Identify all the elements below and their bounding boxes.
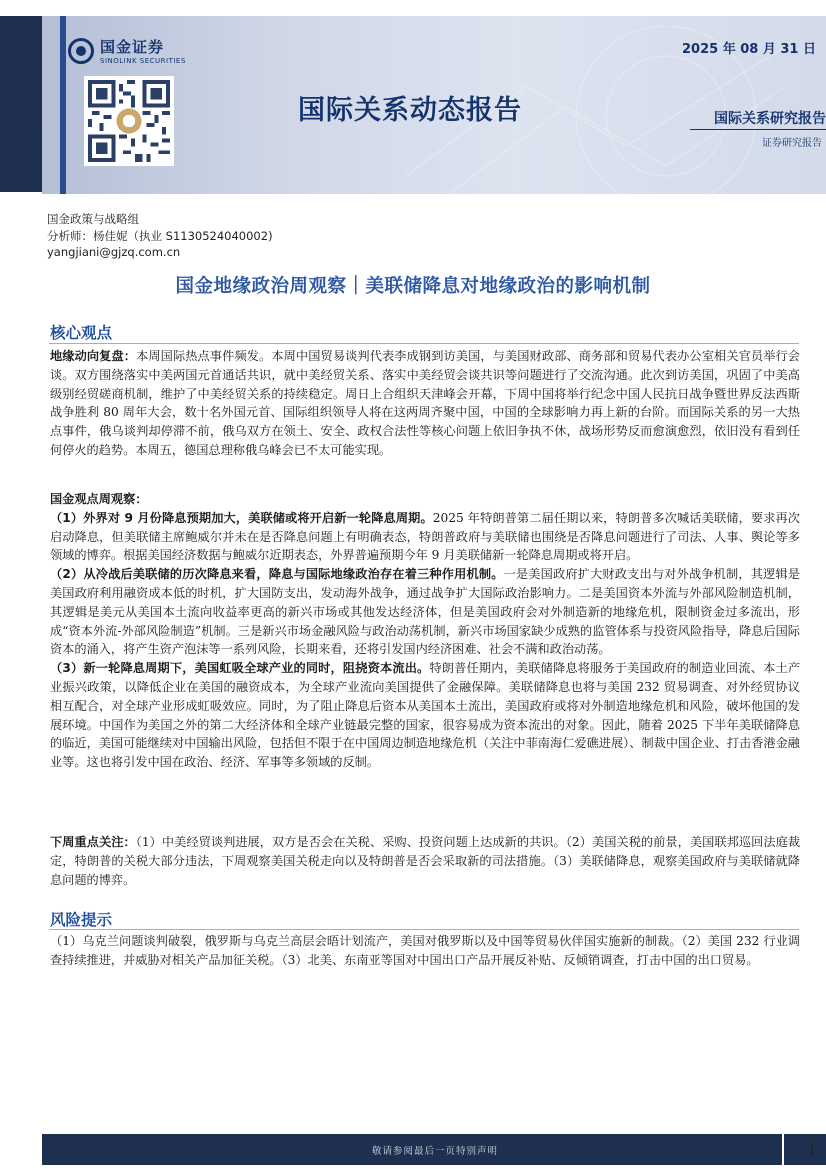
geo-review-text: 本周国际热点事件频发。本周中国贸易谈判代表李成钢到访美国，与美国财政部、商务部和贸易代表办公室相关官员举行会谈。双方围绕落实中美两国元首通话共识，就中美经贸关系、落实中美经贸会谈共识等问题进行了交流沟通。此次到访美国，巩固了中美高级别经贸磋商机制，维护了中美经贸关系的持续稳定。周日上合组织天津峰会开幕，下周中国将举行纪念中国人民抗日战争暨世界反法西斯战争胜利 80 周年大会，数十名外国元首、国际组织领导人将在这两周齐聚中国，中国的全球影响力再上新的台阶。而国际关系的另一大热点事件，俄乌谈判却停滞不前，俄乌双方在领土、安全、政权合法性等核心问题上依旧争执不休，战场形势反而愈演愈烈，依旧没有看到任何停火的趋势。本周五，德国总理称俄乌峰会已不太可能实现。 xyxy=(50,349,800,457)
view-1-lead: （1）外界对 9 月份降息预期加大，美联储或将开启新一轮降息周期。 xyxy=(50,510,433,525)
geo-review-paragraph xyxy=(50,347,800,460)
views-body xyxy=(50,490,800,772)
views-heading: 国金观点周观察： xyxy=(50,492,148,506)
risk-rule xyxy=(49,929,799,930)
next-week-text: （1）中美经贸谈判进展，双方是否会在关税、采购、投资问题上达成新的共识。（2）美国关税的前景，美国联邦巡回法庭裁定，特朗普的关税大部分违法，下周观察美国关税走向以及特朗普是否会采取新的司法措施。（3）美联储降息，观察美国政府与美联储就降息问题的博弈。 xyxy=(50,835,801,887)
footer-disclaimer[interactable]: 敬请参阅最后一页特别声明 xyxy=(371,1145,498,1157)
risk-body xyxy=(50,932,800,970)
qr-code xyxy=(84,76,174,166)
geo-review-lead: 地缘动向复盘： xyxy=(50,349,137,363)
category-divider xyxy=(690,129,826,130)
page-footer xyxy=(42,1134,826,1165)
header-accent-strip xyxy=(60,16,66,194)
core-views-heading: 核心观点 xyxy=(50,324,113,342)
logo-chinese-name: 国金证券 xyxy=(100,38,165,56)
next-week-paragraph xyxy=(50,833,800,889)
view-1-text: 2025 年特朗普第二届任期以来，特朗普多次喊话美联储，要求再次启动降息，但美联储主席鲍威尔并未在是否降息问题上有明确表态，特朗普政府与美联储也围绕是否降息问题进行了司法、人事、舆论等多领域的博弈。根据美国经济数据与鲍威尔近期表态，外界普遍预期今年 9 月美联储新一轮降息周期或将开启。 xyxy=(50,510,800,563)
view-1-paragraph xyxy=(50,509,800,565)
view-2-text: 一是美国政府扩大财政支出与对外战争机制，其逻辑是美国政府利用融资成本低的时机，扩大国防支出，发动海外战争，通过战争扩大国际政治影响力。二是美国资本外流与外部风险制造机制，其逻辑是美元从美国本土流向收益率更高的新兴市场或其他发达经济体，但是美国政府会对外制造新的地缘危机，限制资金过多流出，形成“资本外流-外部风险制造”机制。三是新兴市场金融风险与政治动荡机制，新兴市场国家缺少成熟的监管体系与投资风险指导，降息后国际资本的涌入，将产生资产泡沫等一系列风险，长期来看，还将引发国内经济困难、社会不满和政治动荡。 xyxy=(50,567,800,657)
qr-code-icon xyxy=(88,80,170,162)
report-type-title: 国际关系动态报告 xyxy=(298,95,522,126)
author-block xyxy=(47,211,273,261)
page-number: 1 xyxy=(808,1143,816,1157)
core-views-body xyxy=(50,347,800,460)
next-week-lead: 下周重点关注： xyxy=(50,835,136,849)
risk-paragraph: （1）乌克兰问题谈判破裂，俄罗斯与乌克兰高层会晤计划流产，美国对俄罗斯以及中国等贸易伙伴国实施新的制裁。（2）美国 232 行业调查持续推进，并威胁对相关产品加征关税。（3）北美、东南亚等国对中国出口产品开展反补贴、反倾销调查，打击中国的出口贸易。 xyxy=(50,934,800,967)
core-views-rule xyxy=(49,343,799,344)
view-3-paragraph xyxy=(50,659,800,772)
report-header xyxy=(0,0,826,195)
next-week-body xyxy=(50,833,800,889)
view-3-text: 特朗普任期内，美联储降息将服务于美国政府的制造业回流、本土产业振兴政策，以降低企业在美国的融资成本，为全球产业流向美国提供了金融保障。美联储降息也将与美国 232 贸易调查、对外经贸协议相互配合，对全球产业形成虹吸效应。同时，为了阻止降息后资本从美国本土流出，美国政府或将对外制造地缘危机和风险，破坏他国的发展环境。中国作为美国之外的第二大经济体和全球产业链最完整的国家，很容易成为资本流出的对象。因此，随着 2025 下半年美联储降息的临近，美国可能继续对中国输出风险，包括但不限于在中国周边制造地缘危机（关注中菲南海仁爱礁进展）、制裁中国企业、打击香港金融业等。这也将引发中国在政治、经济、军事等多领域的反制。 xyxy=(50,661,801,770)
document-title: 国金地缘政治周观察｜美联储降息对地缘政治的影响机制 xyxy=(175,276,651,297)
report-subcategory: 证券研究报告 xyxy=(762,138,822,149)
company-logo xyxy=(68,36,186,65)
analyst-email[interactable]: yangjiani@gjzq.com.cn xyxy=(47,245,181,259)
analyst-name: 分析师：杨佳妮（执业 S1130524040002) xyxy=(47,228,273,243)
view-3-lead: （3）新一轮降息周期下，美国虹吸全球产业的同时，阻挠资本流出。 xyxy=(50,661,430,676)
view-2-paragraph xyxy=(50,565,800,659)
report-date: 2025 年 08 月 31 日 xyxy=(682,42,816,57)
logo-english-name: SINOLINK SECURITIES xyxy=(100,57,186,65)
logo-mark-icon xyxy=(68,38,94,64)
risk-heading: 风险提示 xyxy=(50,911,113,929)
report-category: 国际关系研究报告 xyxy=(714,111,826,127)
footer-separator xyxy=(782,1134,784,1165)
research-team: 国金政策与战略组 xyxy=(47,212,139,226)
view-2-lead: （2）从冷战后美联储的历次降息来看，降息与国际地缘政治存在着三种作用机制。 xyxy=(50,567,504,582)
